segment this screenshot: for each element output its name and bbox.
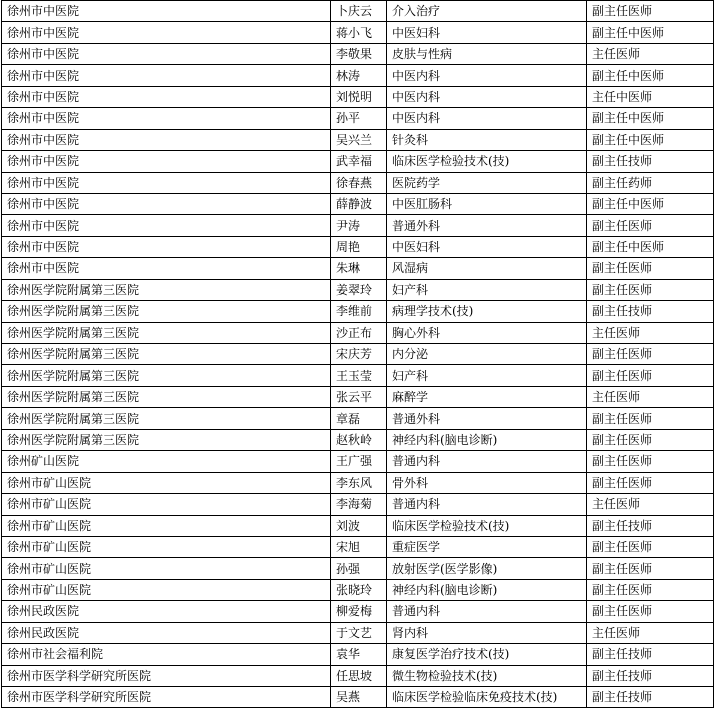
title-cell: 副主任医师 [587,1,714,22]
table-row [2,1,714,22]
specialty-cell: 普通内科 [387,494,587,515]
table-row [2,408,714,429]
hospital-cell: 徐州市中医院 [2,129,331,150]
name-cell: 朱琳 [331,258,387,279]
hospital-cell: 徐州市矿山医院 [2,579,331,600]
hospital-cell: 徐州医学院附属第三医院 [2,301,331,322]
title-cell: 副主任技师 [587,665,714,686]
hospital-cell: 徐州市中医院 [2,151,331,172]
specialty-cell: 针灸科 [387,129,587,150]
name-cell: 任思坡 [331,665,387,686]
specialty-cell: 中医内科 [387,86,587,107]
name-cell: 武幸福 [331,151,387,172]
title-cell: 副主任医师 [587,258,714,279]
specialty-cell: 临床医学检验技术(技) [387,151,587,172]
title-cell: 副主任中医师 [587,22,714,43]
specialty-cell: 介入治疗 [387,1,587,22]
hospital-cell: 徐州市中医院 [2,236,331,257]
hospital-cell: 徐州医学院附属第三医院 [2,386,331,407]
title-cell: 副主任药师 [587,172,714,193]
title-cell: 副主任中医师 [587,108,714,129]
hospital-cell: 徐州市社会福利院 [2,644,331,665]
specialty-cell: 皮肤与性病 [387,43,587,64]
name-cell: 宋庆芳 [331,344,387,365]
hospital-cell: 徐州市中医院 [2,22,331,43]
name-cell: 于文艺 [331,622,387,643]
title-cell: 主任医师 [587,43,714,64]
hospital-cell: 徐州市矿山医院 [2,536,331,557]
specialty-cell: 妇产科 [387,279,587,300]
hospital-cell: 徐州市中医院 [2,193,331,214]
table-row [2,344,714,365]
name-cell: 李敬果 [331,43,387,64]
hospital-cell: 徐州市医学科学研究所医院 [2,687,331,708]
hospital-cell: 徐州市中医院 [2,43,331,64]
specialty-cell: 神经内科(脑电诊断) [387,429,587,450]
specialty-cell: 微生物检验技术(技) [387,665,587,686]
name-cell: 孙平 [331,108,387,129]
specialty-cell: 普通内科 [387,451,587,472]
table-row [2,451,714,472]
table-row [2,236,714,257]
hospital-cell: 徐州医学院附属第三医院 [2,344,331,365]
table-row [2,622,714,643]
table-row [2,22,714,43]
name-cell: 沙正布 [331,322,387,343]
hospital-cell: 徐州医学院附属第三医院 [2,365,331,386]
title-cell: 副主任医师 [587,429,714,450]
specialty-cell: 临床医学检验技术(技) [387,515,587,536]
specialty-cell: 普通外科 [387,215,587,236]
title-cell: 副主任医师 [587,579,714,600]
table-row [2,322,714,343]
table-row [2,279,714,300]
title-cell: 副主任中医师 [587,193,714,214]
specialty-cell: 临床医学检验临床免疫技术(技) [387,687,587,708]
name-cell: 柳爱梅 [331,601,387,622]
hospital-cell: 徐州医学院附属第三医院 [2,279,331,300]
table-row [2,601,714,622]
hospital-cell: 徐州市矿山医院 [2,558,331,579]
hospital-cell: 徐州市中医院 [2,1,331,22]
title-cell: 副主任技师 [587,687,714,708]
title-cell: 副主任医师 [587,451,714,472]
table-row [2,86,714,107]
table-row [2,193,714,214]
name-cell: 尹涛 [331,215,387,236]
table-row [2,129,714,150]
hospital-cell: 徐州市中医院 [2,86,331,107]
hospital-cell: 徐州医学院附属第三医院 [2,429,331,450]
specialty-cell: 麻醉学 [387,386,587,407]
table-row [2,579,714,600]
hospital-cell: 徐州市中医院 [2,172,331,193]
table-row [2,472,714,493]
title-cell: 副主任医师 [587,408,714,429]
specialty-cell: 神经内科(脑电诊断) [387,579,587,600]
title-cell: 主任医师 [587,386,714,407]
title-cell: 副主任医师 [587,344,714,365]
title-cell: 副主任医师 [587,558,714,579]
specialty-cell: 内分泌 [387,344,587,365]
hospital-cell: 徐州市中医院 [2,258,331,279]
specialty-cell: 康复医学治疗技术(技) [387,644,587,665]
title-cell: 副主任技师 [587,515,714,536]
title-cell: 副主任医师 [587,365,714,386]
specialty-cell: 普通外科 [387,408,587,429]
title-cell: 副主任技师 [587,644,714,665]
specialty-cell: 中医内科 [387,108,587,129]
specialty-cell: 妇产科 [387,365,587,386]
hospital-cell: 徐州市矿山医院 [2,472,331,493]
table-row [2,687,714,708]
name-cell: 薛静波 [331,193,387,214]
table-row [2,151,714,172]
name-cell: 刘悦明 [331,86,387,107]
title-cell: 副主任医师 [587,472,714,493]
personnel-table [1,0,714,708]
table-row [2,172,714,193]
name-cell: 李东风 [331,472,387,493]
name-cell: 宋旭 [331,536,387,557]
table-row [2,644,714,665]
name-cell: 章磊 [331,408,387,429]
specialty-cell: 中医妇科 [387,236,587,257]
hospital-cell: 徐州市矿山医院 [2,494,331,515]
name-cell: 姜翠玲 [331,279,387,300]
title-cell: 副主任医师 [587,279,714,300]
hospital-cell: 徐州医学院附属第三医院 [2,322,331,343]
name-cell: 张晓玲 [331,579,387,600]
specialty-cell: 中医妇科 [387,22,587,43]
title-cell: 主任中医师 [587,86,714,107]
title-cell: 主任医师 [587,322,714,343]
hospital-cell: 徐州民政医院 [2,601,331,622]
table-row [2,65,714,86]
name-cell: 林涛 [331,65,387,86]
name-cell: 周艳 [331,236,387,257]
title-cell: 副主任技师 [587,301,714,322]
hospital-cell: 徐州市中医院 [2,215,331,236]
specialty-cell: 骨外科 [387,472,587,493]
specialty-cell: 中医肛肠科 [387,193,587,214]
name-cell: 李海菊 [331,494,387,515]
title-cell: 副主任医师 [587,215,714,236]
specialty-cell: 胸心外科 [387,322,587,343]
title-cell: 副主任中医师 [587,129,714,150]
name-cell: 吴兴兰 [331,129,387,150]
name-cell: 袁华 [331,644,387,665]
table-row [2,365,714,386]
title-cell: 副主任中医师 [587,236,714,257]
table-row [2,665,714,686]
title-cell: 主任医师 [587,494,714,515]
title-cell: 副主任医师 [587,601,714,622]
title-cell: 副主任技师 [587,151,714,172]
table-row [2,515,714,536]
specialty-cell: 重症医学 [387,536,587,557]
specialty-cell: 普通内科 [387,601,587,622]
name-cell: 李维前 [331,301,387,322]
title-cell: 副主任医师 [587,536,714,557]
table-row [2,258,714,279]
table-row [2,494,714,515]
hospital-cell: 徐州市矿山医院 [2,515,331,536]
table-row [2,558,714,579]
name-cell: 王玉莹 [331,365,387,386]
table-row [2,386,714,407]
table-row [2,43,714,64]
table-row [2,429,714,450]
specialty-cell: 医院药学 [387,172,587,193]
table-row [2,108,714,129]
title-cell: 主任医师 [587,622,714,643]
hospital-cell: 徐州民政医院 [2,622,331,643]
name-cell: 刘波 [331,515,387,536]
specialty-cell: 中医内科 [387,65,587,86]
specialty-cell: 风湿病 [387,258,587,279]
hospital-cell: 徐州医学院附属第三医院 [2,408,331,429]
table-row [2,536,714,557]
name-cell: 卜庆云 [331,1,387,22]
name-cell: 张云平 [331,386,387,407]
specialty-cell: 肾内科 [387,622,587,643]
name-cell: 孙强 [331,558,387,579]
hospital-cell: 徐州矿山医院 [2,451,331,472]
name-cell: 蒋小飞 [331,22,387,43]
personnel-table-body [2,1,714,708]
specialty-cell: 放射医学(医学影像) [387,558,587,579]
name-cell: 吴燕 [331,687,387,708]
table-row [2,301,714,322]
hospital-cell: 徐州市中医院 [2,108,331,129]
hospital-cell: 徐州市中医院 [2,65,331,86]
name-cell: 赵秋岭 [331,429,387,450]
title-cell: 副主任中医师 [587,65,714,86]
name-cell: 徐春燕 [331,172,387,193]
table-row [2,215,714,236]
name-cell: 王广强 [331,451,387,472]
hospital-cell: 徐州市医学科学研究所医院 [2,665,331,686]
specialty-cell: 病理学技术(技) [387,301,587,322]
